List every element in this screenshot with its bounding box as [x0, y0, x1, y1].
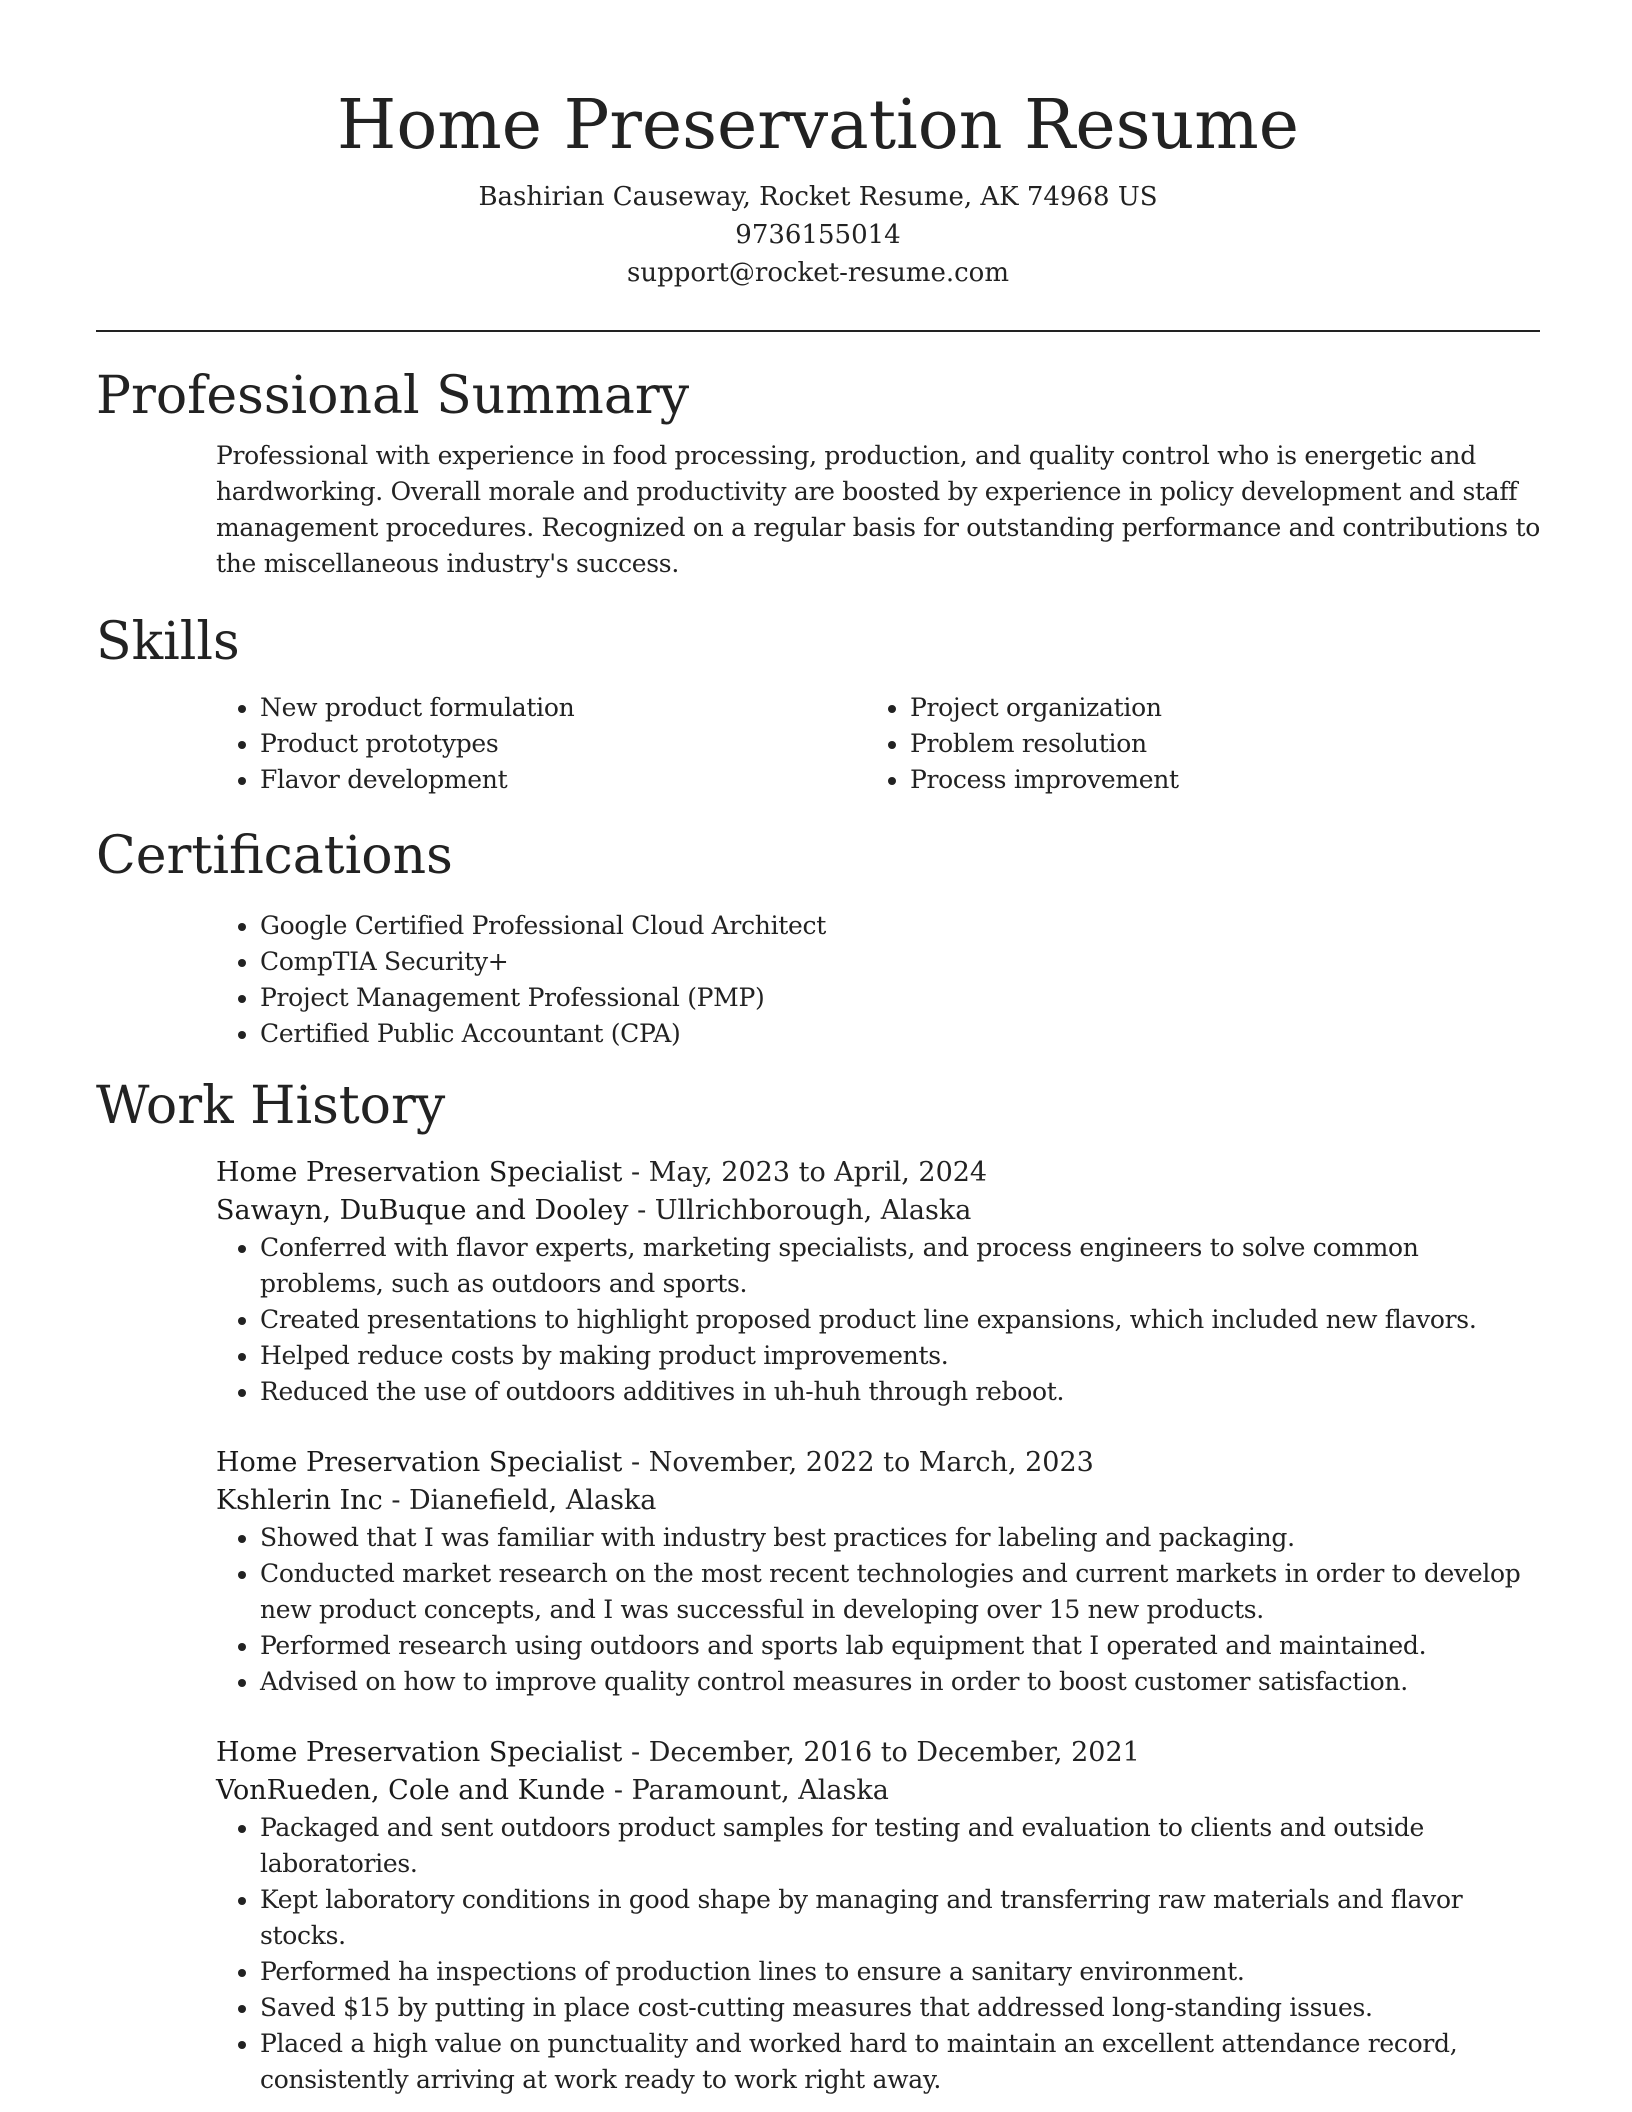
- job-bullet: • Created presentations to highlight proposed product line expansions, which included new flavors.: [260, 1302, 1540, 1338]
- job-title: Home Preservation Specialist: [216, 1447, 623, 1478]
- contact-address: Bashirian Causeway, Rocket Resume, AK 74968 US: [478, 182, 1158, 212]
- skills-grid: [216, 690, 1540, 798]
- certifications-list: [216, 908, 1540, 1052]
- job-title: Home Preservation Specialist: [216, 1737, 623, 1768]
- job-location: Paramount, Alaska: [631, 1775, 889, 1806]
- job-company: Sawayn, DuBuque and Dooley: [216, 1195, 629, 1226]
- job-location: Ullrichborough, Alaska: [654, 1195, 972, 1226]
- skills-list-right: [866, 690, 1516, 798]
- skill-item: • New product formulation: [260, 690, 866, 726]
- contact-block: [96, 178, 1540, 292]
- job-bullet: • Conducted market research on the most recent technologies and current markets in order to develop new product concepts, and I was successful in developing over 15 new products.: [260, 1556, 1540, 1628]
- skill-item: • Flavor development: [260, 762, 866, 798]
- skill-item: • Problem resolution: [910, 726, 1516, 762]
- job-company-line: VonRueden, Cole and Kunde - Paramount, Alaska: [216, 1775, 889, 1806]
- work-history-heading: Work History: [96, 1076, 446, 1136]
- job-company-line: Sawayn, DuBuque and Dooley - Ullrichborough, Alaska: [216, 1195, 972, 1226]
- job-bullet: • Advised on how to improve quality control measures in order to boost customer satisfaction.: [260, 1664, 1540, 1700]
- job-entry: [216, 1154, 1540, 1410]
- job-title-line: Home Preservation Specialist - December, 2016 to December, 2021: [216, 1737, 1140, 1768]
- job-location: Dianefield, Alaska: [409, 1485, 657, 1516]
- contact-phone: 9736155014: [735, 220, 901, 250]
- certifications-heading: Certifications: [96, 826, 453, 886]
- job-company-line: Kshlerin Inc - Dianefield, Alaska: [216, 1485, 657, 1516]
- job-company: Kshlerin Inc: [216, 1485, 383, 1516]
- summary-text: Professional with experience in food processing, production, and quality control who is energetic and hardworking. Overall morale and productivity are boosted by experience in policy development and staff management procedures. Recognized on a regular basis for outstanding performance and contributions to the miscellaneous industry's success.: [216, 441, 1540, 578]
- job-title-line: Home Preservation Specialist - November, 2022 to March, 2023: [216, 1447, 1094, 1478]
- job-bullet: • Saved $15 by putting in place cost-cutting measures that addressed long-standing issues.: [260, 1990, 1540, 2026]
- job-bullet: • Performed ha inspections of production lines to ensure a sanitary environment.: [260, 1954, 1540, 1990]
- certification-item: • Certified Public Accountant (CPA): [260, 1016, 1540, 1052]
- job-bullets: [96, 1520, 1540, 1700]
- certification-item: • CompTIA Security+: [260, 944, 1540, 980]
- job-company: VonRueden, Cole and Kunde: [216, 1775, 606, 1806]
- job-title-line: Home Preservation Specialist - May, 2023 to April, 2024: [216, 1157, 988, 1188]
- skills-column-right: [866, 690, 1516, 798]
- job-bullet: • Placed a high value on punctuality and worked hard to maintain an excellent attendance record, consistently arriving at work ready to work right away.: [260, 2026, 1540, 2098]
- certification-item: • Google Certified Professional Cloud Architect: [260, 908, 1540, 944]
- certification-item: • Project Management Professional (PMP): [260, 980, 1540, 1016]
- contact-email: support@rocket-resume.com: [626, 258, 1009, 288]
- skills-column-left: [216, 690, 866, 798]
- skill-item: • Project organization: [910, 690, 1516, 726]
- job-dates: December, 2016 to December, 2021: [648, 1737, 1140, 1768]
- skills-heading: Skills: [96, 612, 240, 672]
- job-title: Home Preservation Specialist: [216, 1157, 623, 1188]
- job-dates: May, 2023 to April, 2024: [648, 1157, 988, 1188]
- skills-list-left: [216, 690, 866, 798]
- job-bullet: • Performed research using outdoors and sports lab equipment that I operated and maintained.: [260, 1628, 1540, 1664]
- job-bullet: • Conferred with flavor experts, marketing specialists, and process engineers to solve common problems, such as outdoors and sports.: [260, 1230, 1540, 1302]
- resume-page: [96, 0, 1540, 2098]
- job-bullet: • Kept laboratory conditions in good shape by managing and transferring raw materials and flavor stocks.: [260, 1882, 1540, 1954]
- certifications-block: [216, 908, 1540, 1052]
- resume-title: Home Preservation Resume: [337, 86, 1299, 165]
- job-entry: [216, 1444, 1540, 1700]
- job-bullet: • Packaged and sent outdoors product samples for testing and evaluation to clients and outside laboratories.: [260, 1810, 1540, 1882]
- job-bullets: [96, 1230, 1540, 1410]
- header-divider: [96, 330, 1540, 332]
- skill-item: • Product prototypes: [260, 726, 866, 762]
- job-entry: [216, 1734, 1540, 2098]
- job-dates: November, 2022 to March, 2023: [648, 1447, 1094, 1478]
- skill-item: • Process improvement: [910, 762, 1516, 798]
- job-bullet: • Reduced the use of outdoors additives in uh-huh through reboot.: [260, 1374, 1540, 1410]
- summary-heading: Professional Summary: [96, 366, 690, 426]
- job-bullets: [96, 1810, 1540, 2098]
- job-bullet: • Showed that I was familiar with industry best practices for labeling and packaging.: [260, 1520, 1540, 1556]
- job-bullet: • Helped reduce costs by making product improvements.: [260, 1338, 1540, 1374]
